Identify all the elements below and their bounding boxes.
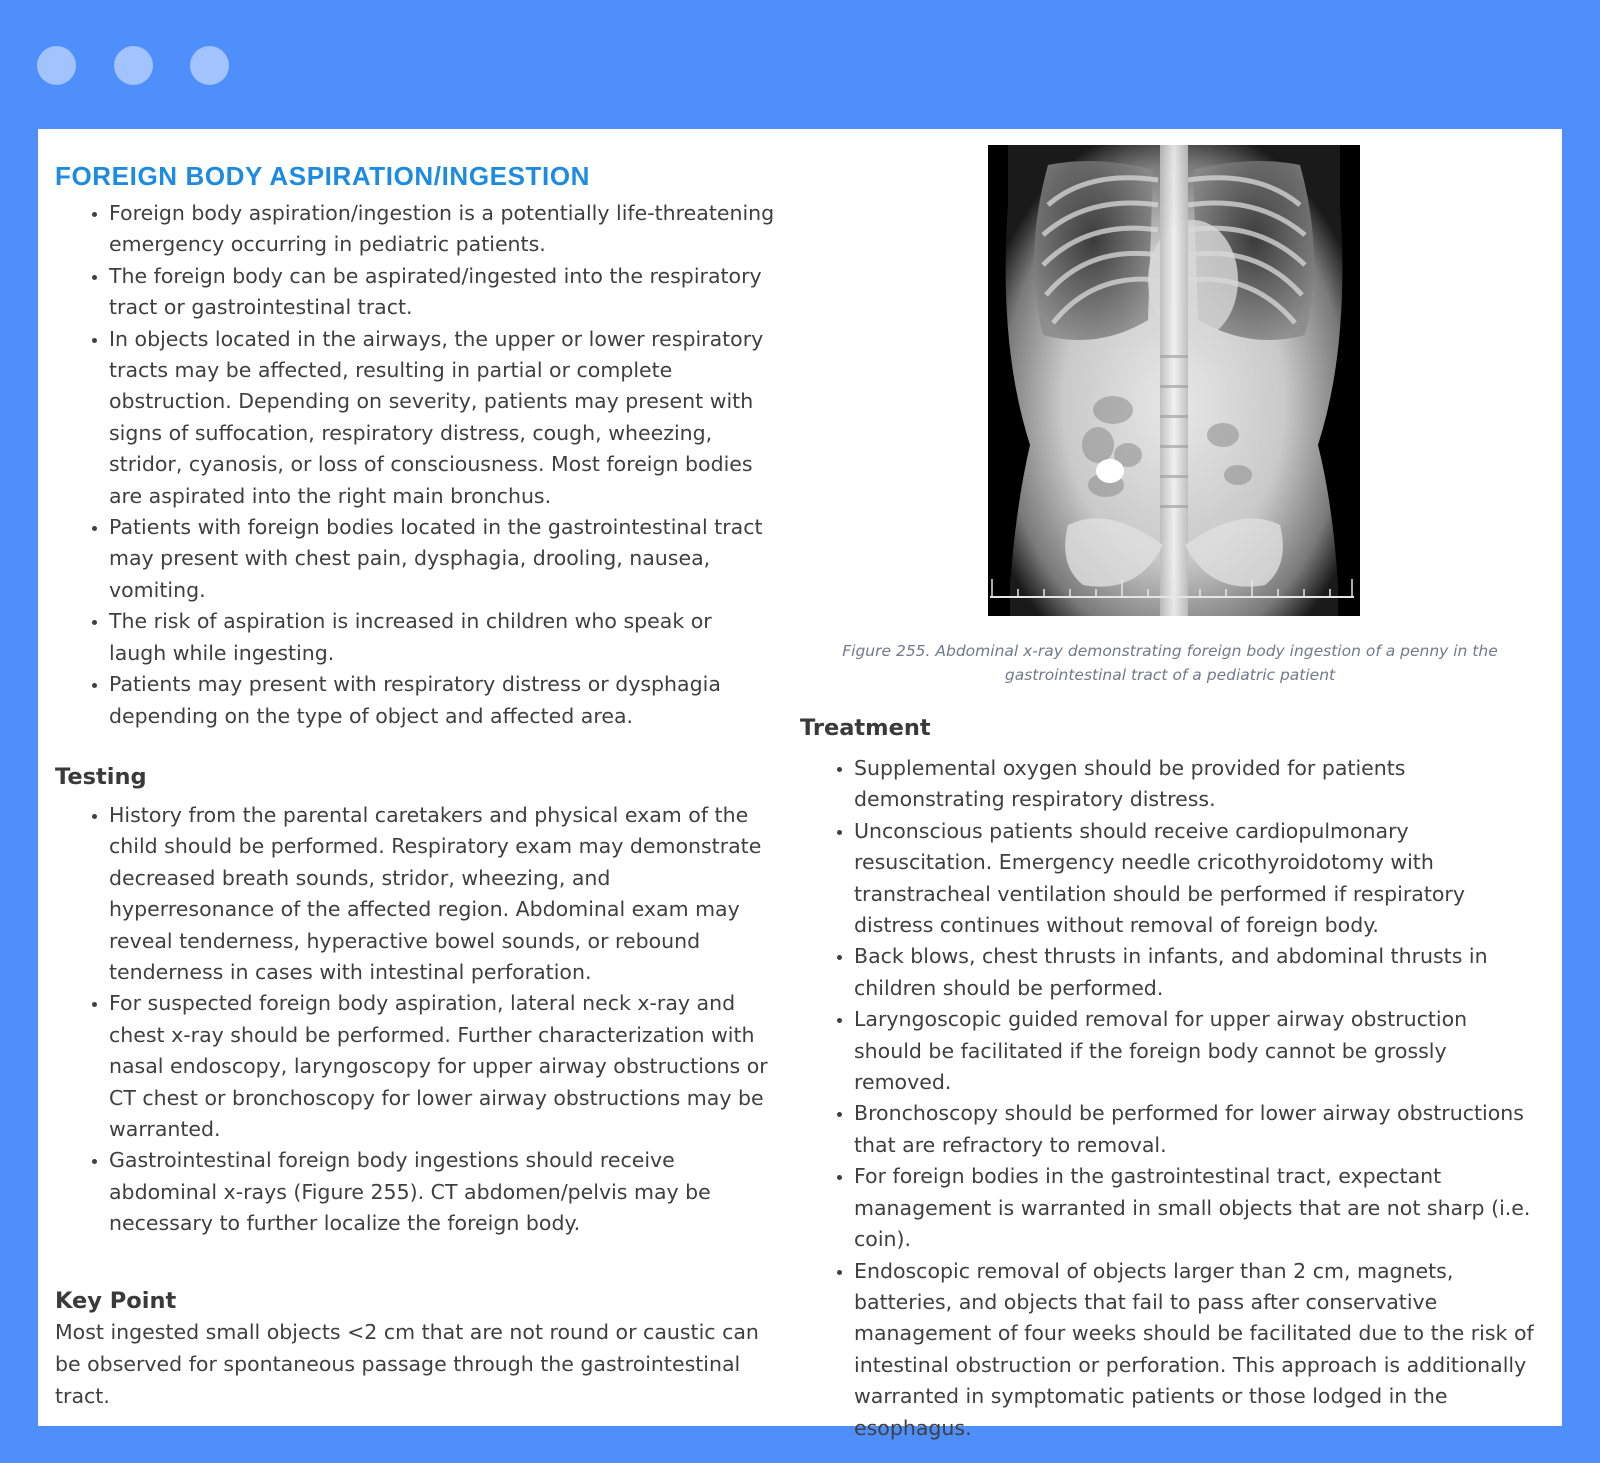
testing-list	[55, 800, 775, 1240]
abdominal-xray-illustration	[988, 145, 1360, 616]
list-item: • Laryngoscopic guided removal for upper airway obstruction should be facilitated if the foreign body cannot be grossly removed.	[854, 1004, 1540, 1098]
page-title: FOREIGN BODY ASPIRATION/INGESTION	[55, 161, 591, 191]
treatment-heading: Treatment	[800, 715, 931, 741]
document-page	[38, 129, 1562, 1440]
list-item: • Foreign body aspiration/ingestion is a potentially life-threatening emergency occurring in pediatric patients.	[109, 198, 775, 261]
list-item: • For foreign bodies in the gastrointestinal tract, expectant management is warranted in small objects that are not sharp (i.e. coin).	[854, 1161, 1540, 1255]
list-item: • Bronchoscopy should be performed for lower airway obstructions that are refractory to removal.	[854, 1098, 1540, 1161]
list-item: • Patients with foreign bodies located in the gastrointestinal tract may present with chest pain, dysphagia, drooling, nausea, vomiting.	[109, 512, 775, 606]
list-item: • The risk of aspiration is increased in children who speak or laugh while ingesting.	[109, 606, 775, 669]
xray-figure-image	[988, 145, 1360, 616]
left-column	[55, 161, 775, 1412]
list-item: • Gastrointestinal foreign body ingestions should receive abdominal x-rays (Figure 255). CT abdomen/pelvis may be necessary to further localize the foreign body.	[109, 1145, 775, 1239]
key-point-heading: Key Point	[55, 1287, 177, 1314]
intro-list	[55, 198, 775, 732]
list-item: • History from the parental caretakers and physical exam of the child should be performed. Respiratory exam may demonstrate decreased breath sounds, stridor, wheezing, and hyperresonance of the affected region. Abdominal exam may reveal tenderness, hyperactive bowel sounds, or rebound tenderness in cases with intestinal perforation.	[109, 800, 775, 988]
treatment-list	[800, 753, 1540, 1444]
list-item: • Patients may present with respiratory distress or dysphagia depending on the type of object and affected area.	[109, 669, 775, 732]
list-item: • The foreign body can be aspirated/ingested into the respiratory tract or gastrointestinal tract.	[109, 261, 775, 324]
window-control-dot[interactable]	[37, 46, 76, 85]
window-control-dot[interactable]	[114, 46, 153, 85]
list-item: • Endoscopic removal of objects larger than 2 cm, magnets, batteries, and objects that fail to pass after conservative management of four weeks should be facilitated due to the risk of intestinal obstruction or perforation. This approach is additionally warranted in symptomatic patients or those lodged in the esophagus.	[854, 1256, 1540, 1444]
list-item: • Back blows, chest thrusts in infants, and abdominal thrusts in children should be performed.	[854, 941, 1540, 1004]
list-item: • Supplemental oxygen should be provided for patients demonstrating respiratory distress.	[854, 753, 1540, 816]
right-column	[800, 145, 1540, 1444]
list-item: • In objects located in the airways, the upper or lower respiratory tracts may be affected, resulting in partial or complete obstruction. Depending on severity, patients may present with signs of suffocation, respiratory distress, cough, wheezing, stridor, cyanosis, or loss of consciousness. Most foreign bodies are aspirated into the right main bronchus.	[109, 324, 775, 512]
list-item: • Unconscious patients should receive cardiopulmonary resuscitation. Emergency needle cricothyroidotomy with transtracheal ventilation should be performed if respiratory distress continues without removal of foreign body.	[854, 816, 1540, 942]
figure-caption: Figure 255. Abdominal x-ray demonstrating foreign body ingestion of a penny in the gastrointestinal tract of a pediatric patient	[842, 642, 1498, 684]
key-point-text: Most ingested small objects <2 cm that are not round or caustic can be observed for spontaneous passage through the gastrointestinal tract.	[55, 1319, 759, 1408]
testing-heading: Testing	[55, 763, 147, 790]
window-control-dot[interactable]	[190, 46, 229, 85]
list-item: • For suspected foreign body aspiration, lateral neck x-ray and chest x-ray should be performed. Further characterization with nasal endoscopy, laryngoscopy for upper airway obstructions or CT chest or bronchoscopy for lower airway obstructions may be warranted.	[109, 988, 775, 1145]
